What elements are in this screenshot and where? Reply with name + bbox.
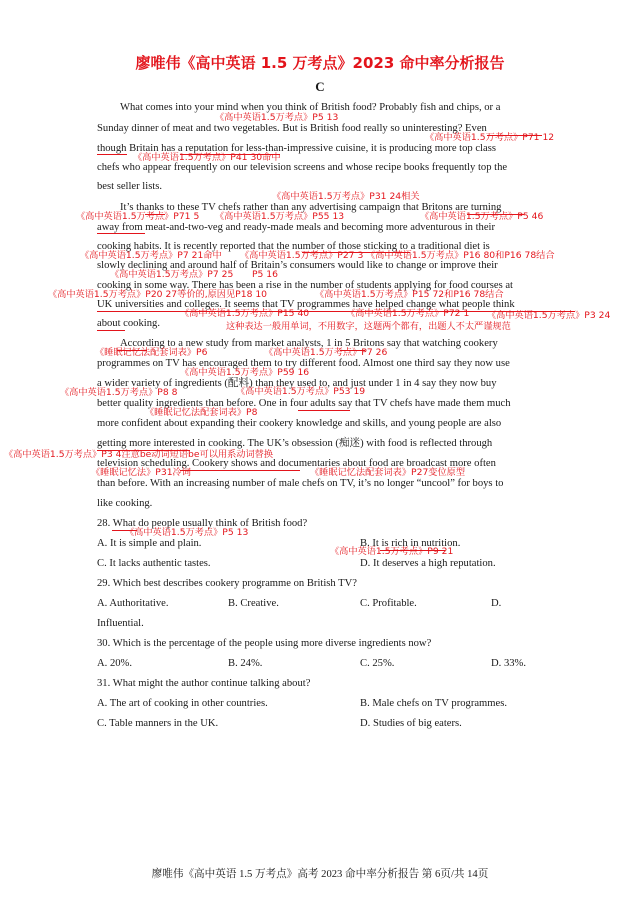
option-30d: D. 33%. [491, 658, 527, 669]
annotation: 《高中英语1.5万考点》P53 19 [236, 386, 366, 397]
annotation: 《高中英语1.5万考点》P59 16 [180, 367, 310, 378]
annotation: 这种表达一般用单词，不用数字，这题两个都有，出题人不太严谨规范 [226, 321, 511, 332]
section-heading: C [315, 79, 325, 94]
option-29d: D. [491, 598, 502, 609]
option-30b: B. 24%. [228, 658, 263, 669]
passage-line: than before. With an increasing number of male chefs on TV, it’s no longer “uncool” for boys to [97, 478, 504, 489]
annotation: 《高中英语1.5万考点》P15 72和P16 78结合 [315, 289, 504, 300]
option-28c: C. It lacks authentic tastes. [97, 558, 211, 569]
option-31c: C. Table manners in the UK. [97, 718, 219, 729]
underline-mark [117, 350, 147, 351]
annotation: 《高中英语1.5万考点》P9 21 [330, 546, 454, 557]
question-31: 31. What might the author continue talking about? [97, 678, 311, 689]
underline-mark [97, 233, 145, 234]
annotation: 《高中英语1.5万考点》P55 13 [215, 211, 345, 222]
passage-line: about cooking. [97, 318, 160, 329]
passage-line: cooking in some way. There has been a rise in the number of students applying for food courses at [97, 280, 513, 291]
underline-mark [487, 135, 542, 136]
passage-line: getting more interested in cooking. The UK’s obsession (痴迷) with food is reflected through [97, 438, 493, 449]
passage-line: more confident about expanding their cookery knowledge and skills, and young people are also [97, 418, 502, 429]
option-29a: A. Authoritative. [97, 598, 169, 609]
underline-mark [180, 154, 280, 155]
option-30a: A. 20%. [97, 658, 133, 669]
passage-line: UK universities and colleges. It seems that TV programmes have helped change what people think [97, 299, 515, 310]
annotation: 《高中英语1.5万考点》P5 46 [420, 211, 544, 222]
underline-mark [97, 330, 125, 331]
annotation: 《高中英语1.5万考点》P20 27等价的,原因见P18 10 [48, 289, 268, 300]
annotation: 《高中英语1.5万考点》P7 25 [110, 269, 234, 280]
passage-line: a wider variety of ingredients (配料) than they used to, and just under 1 in 4 say they now buy [97, 378, 497, 389]
annotation: 《高中英语1.5万考点》P5 13 [125, 527, 249, 538]
underline-mark [145, 214, 165, 215]
passage-line: like cooking. [97, 498, 153, 509]
underline-mark [97, 154, 127, 155]
option-28b: B. It is rich in nutrition. [360, 538, 461, 549]
underline-mark [97, 311, 575, 312]
annotation: 《高中英语1.5万考点》P16 80和P16 78结合 [366, 250, 555, 261]
annotation: 《高中英语1.5万考点》P8 8 [60, 387, 178, 398]
underline-mark [380, 550, 445, 551]
passage-line: best seller lists. [97, 181, 163, 192]
annotation: 《高中英语1.5万考点》P72 1 [346, 308, 470, 319]
passage-line: though Britain has a reputation for less-than-impressive cuisine, it is producing more top class [97, 143, 496, 154]
page-footer: 廖唯伟《高中英语 1.5 万考点》高考 2023 命中率分析报告 第 6页/共 14页 [151, 869, 489, 880]
annotation: 《高中英语1.5万考点》P7 26 [264, 347, 388, 358]
page-title: 廖唯伟《高中英语 1.5 万考点》2023 命中率分析报告 [135, 54, 505, 72]
passage-line: chefs who appear frequently on our television screens and whose recipe books frequently top the [97, 162, 508, 173]
option-28a: A. It is simple and plain. [97, 538, 202, 549]
option-29c: C. Profitable. [360, 598, 417, 609]
question-28: 28. What do people usually think of British food? [97, 518, 308, 529]
annotation: 《高中英语1.5万考点》P71 5 [76, 211, 200, 222]
annotation: P5 16 [252, 269, 278, 280]
passage-line: programmes on TV has encouraged them to try different food. Almost one third say they now use [97, 358, 510, 369]
annotation: 《睡眠记忆法》P31冷词 [91, 467, 191, 478]
underline-mark [112, 530, 137, 531]
passage-line: slowly declining and around half of Britain’s consumers would like to change or improve their [97, 260, 498, 271]
option-28d: D. It deserves a high reputation. [360, 558, 496, 569]
option-31a: A. The art of cooking in other countries. [97, 698, 268, 709]
passage-line: cooking habits. It is recently reported that the number of those sticking to a traditional diet is [97, 241, 490, 252]
option-29d-text: Influential. [97, 618, 144, 629]
passage-line: What comes into your mind when you think of British food? Probably fish and chips, or a [120, 102, 501, 113]
underline-mark [467, 214, 524, 215]
passage-line: It’s thanks to these TV chefs rather than any advertising campaign that Britons are turning [120, 202, 502, 213]
annotation: 《睡眠记忆法配套词表》P27变位原型 [310, 467, 466, 478]
annotation: 《高中英语1.5万考点》P7 21命中 [80, 250, 222, 261]
option-29b: B. Creative. [228, 598, 279, 609]
option-31b: B. Male chefs on TV programmes. [360, 698, 508, 709]
annotation: 《高中英语1.5万考点》P27 3 [240, 250, 364, 261]
passage-line: Sunday dinner of meat and two vegetables. But is British food really so uninteresting? Even [97, 123, 487, 134]
annotation: 《高中英语1.5万考点》P31 24相关 [272, 191, 420, 202]
annotation: 《高中英语1.5万考点》P15 40 [180, 308, 310, 319]
annotation: 《高中英语1.5万考点》P41 30命中 [133, 152, 281, 163]
passage-line: television scheduling. Cookery shows and documentaries about food are broadcast more often [97, 458, 496, 469]
annotation: 《睡眠记忆法配套词表》P6 [95, 347, 208, 358]
annotation: 《睡眠记忆法配套词表》P8 [145, 407, 258, 418]
passage-line: According to a new study from market analysts, 1 in 5 Britons say that watching cookery [120, 338, 498, 349]
annotation: 《高中英语1.5万考点》P71 12 [425, 132, 555, 143]
passage-line: better quality ingredients than before. One in four adults say that TV chefs have made them much [97, 398, 511, 409]
underline-mark [97, 450, 190, 451]
option-31d: D. Studies of big eaters. [360, 718, 462, 729]
annotation: 《高中英语1.5万考点》P5 13 [215, 112, 339, 123]
underline-mark [180, 470, 300, 471]
annotation: 《高中英语1.5万考点》P3 24 [487, 310, 611, 321]
passage-line: away from meat-and-two-veg and ready-made meals and becoming more adventurous in their [97, 222, 496, 233]
underline-mark [298, 410, 350, 411]
annotation: 《高中英语1.5万考点》P3 4注意be动词短语be可以用系动词替换 [4, 449, 274, 460]
question-30: 30. Which is the percentage of the people using more diverse ingredients now? [97, 638, 432, 649]
option-30c: C. 25%. [360, 658, 395, 669]
question-29: 29. Which best describes cookery programme on British TV? [97, 578, 357, 589]
underline-mark [302, 252, 410, 253]
underline-mark [340, 350, 365, 351]
